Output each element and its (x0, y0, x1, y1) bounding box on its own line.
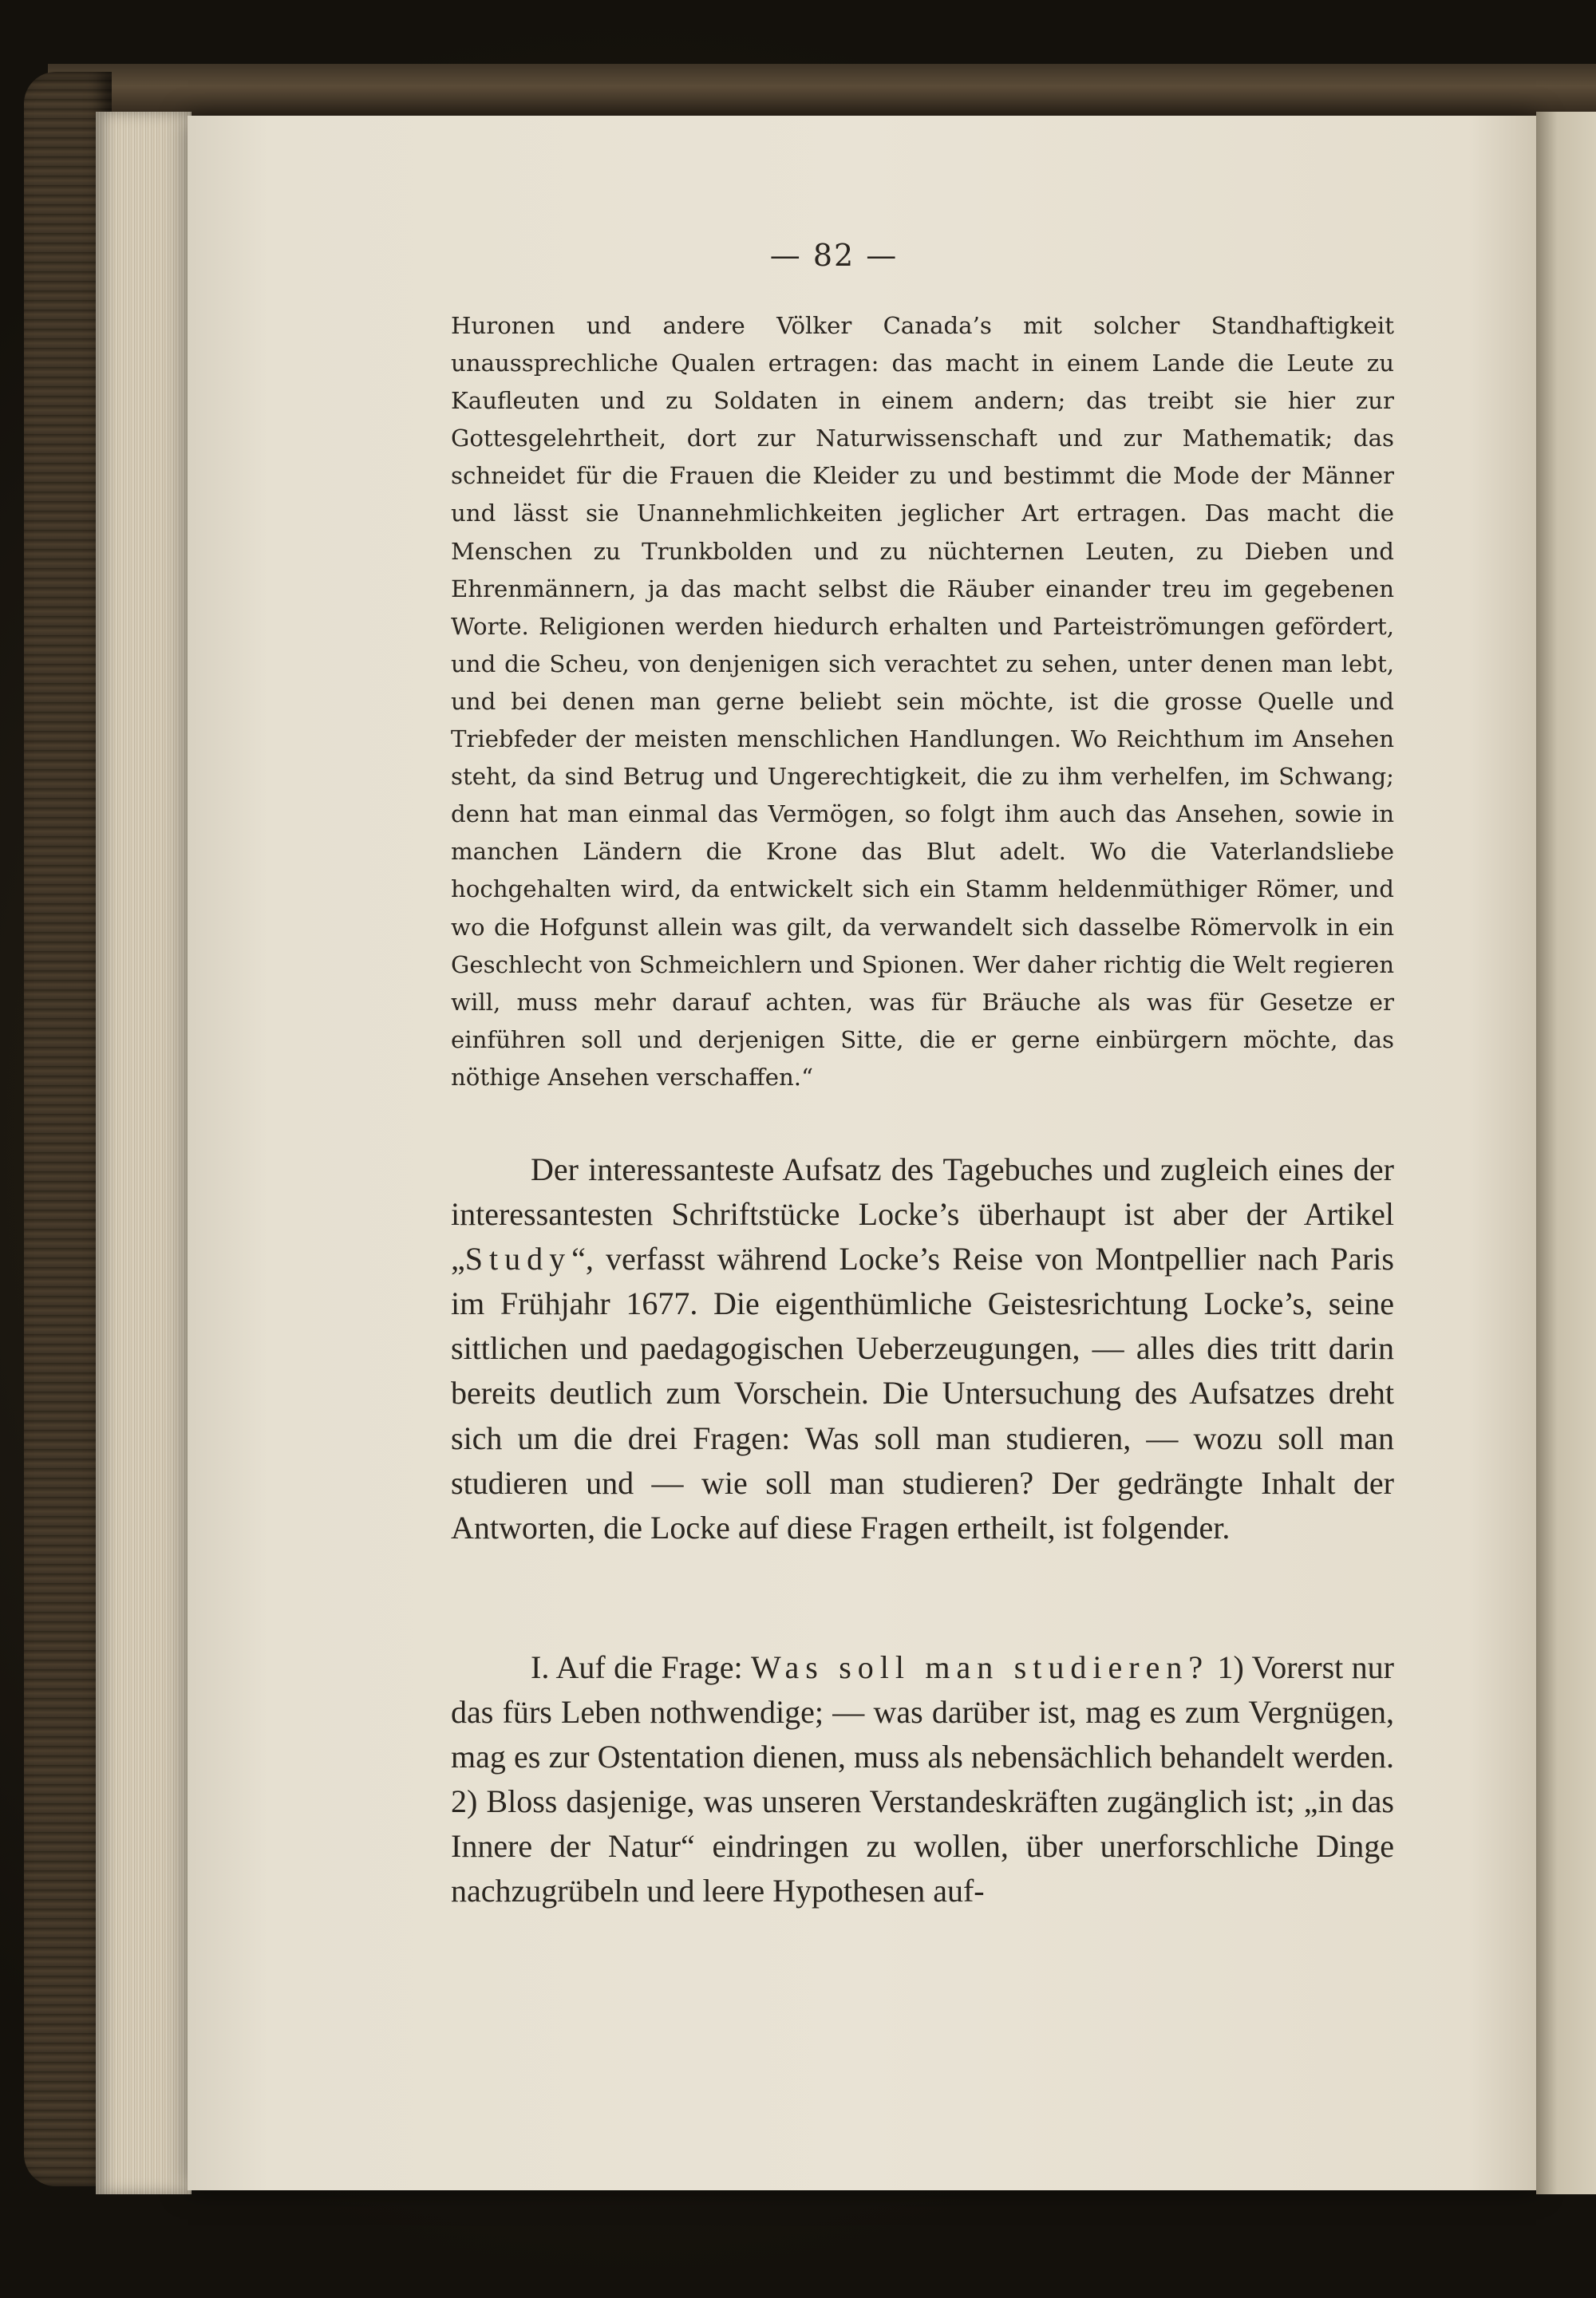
page-stack-edge (96, 112, 192, 2194)
facing-page-edge (1536, 112, 1596, 2194)
quotation-block: Huronen und andere Völker Canada’s mit solcher Standhaftigkeit unaussprechliche Qualen ertragen: das macht in einem Lande die Leute zu Kaufleuten und zu Soldaten in einem andern; das treibt sie hier zur Gottesgelehrtheit, dort zur Naturwissenschaft und zur Mathematik; das schneidet für die Frauen die Kleider zu und bestimmt die Mode der Männer und lässt sie Unannehmlichkeiten jeglicher Art ertragen. Das macht die Menschen zu Trunkbolden und zu nüchternen Leuten, zu Dieben und Ehrenmännern, ja das macht selbst die Räuber einander treu im gegebenen Worte. Religionen werden hiedurch erhalten und Parteiströmungen gefördert, und die Scheu, von denjenigen sich verachtet zu sehen, unter denen man lebt, und bei denen man gerne beliebt sein möchte, ist die grosse Quelle und Triebfeder der meisten menschlichen Handlungen. Wo Reichthum im Ansehen steht, da sind Betrug und Ungerechtigkeit, die zu ihm verhelfen, im Schwang; denn hat man einmal das Vermögen, so folgt ihm auch das Ansehen, sowie in manchen Ländern die Krone das Blut adelt. Wo die Vaterlandsliebe hochgehalten wird, da entwickelt sich ein Stamm heldenmüthiger Römer, und wo die Hofgunst allein was gilt, da verwandelt sich dasselbe Römervolk in ein Geschlecht von Schmeichlern und Spionen. Wer daher richtig die Welt regieren will, muss mehr darauf achten, was für Bräuche als was für Gesetze er einführen soll und derjenigen Sitte, die er gerne einbürgern möchte, das nöthige Ansehen verschaffen.“ (451, 312, 1394, 1091)
book-cover-top-edge (48, 64, 1596, 120)
paragraph-2-text-end: 1) Vorerst nur das fürs Leben nothwendige; — was darüber ist, mag es zum Vergnügen, mag es zur Ostentation dienen, muss als nebensächlich behandelt werden. 2) Bloss dasjenige, was unseren Verstandeskräften zugänglich ist; „in das Innere der Natur“ eindringen zu wollen, über unerforschliche Dinge nachzugrübeln und leere Hypothesen auf- (451, 1649, 1394, 1909)
paragraph-2-text-start: I. Auf die Frage: (531, 1649, 751, 1685)
body-paragraph-2 (451, 1645, 1394, 1914)
paragraph-1-text-end: “, verfasst während Locke’s Reise von Montpellier nach Paris im Frühjahr 1677. Die eigenthümliche Geistesrichtung Locke’s, seine sittlichen und paedagogischen Ueberzeugungen, — alles dies tritt darin bereits deutlich zum Vorschein. Die Untersuchung des Aufsatzes dreht sich um die drei Fragen: Was soll man studieren, — wozu soll man studieren und — wie soll man studieren? Der gedrängte Inhalt der Antworten, die Locke auf diese Fragen ertheilt, ist folgender. (451, 1241, 1394, 1546)
paragraph-1-text-start: Der interessanteste Aufsatz des Tagebuches und zugleich eines der interessantesten Schriftstücke Locke’s überhaupt ist aber der Artikel „ (451, 1151, 1394, 1277)
paragraph-1-spaced-term: Study (464, 1241, 572, 1277)
body-paragraph-1 (451, 1147, 1394, 1550)
page-number: — 82 — (769, 238, 899, 273)
paragraph-2-spaced-question: Was soll man studieren? (750, 1649, 1210, 1685)
